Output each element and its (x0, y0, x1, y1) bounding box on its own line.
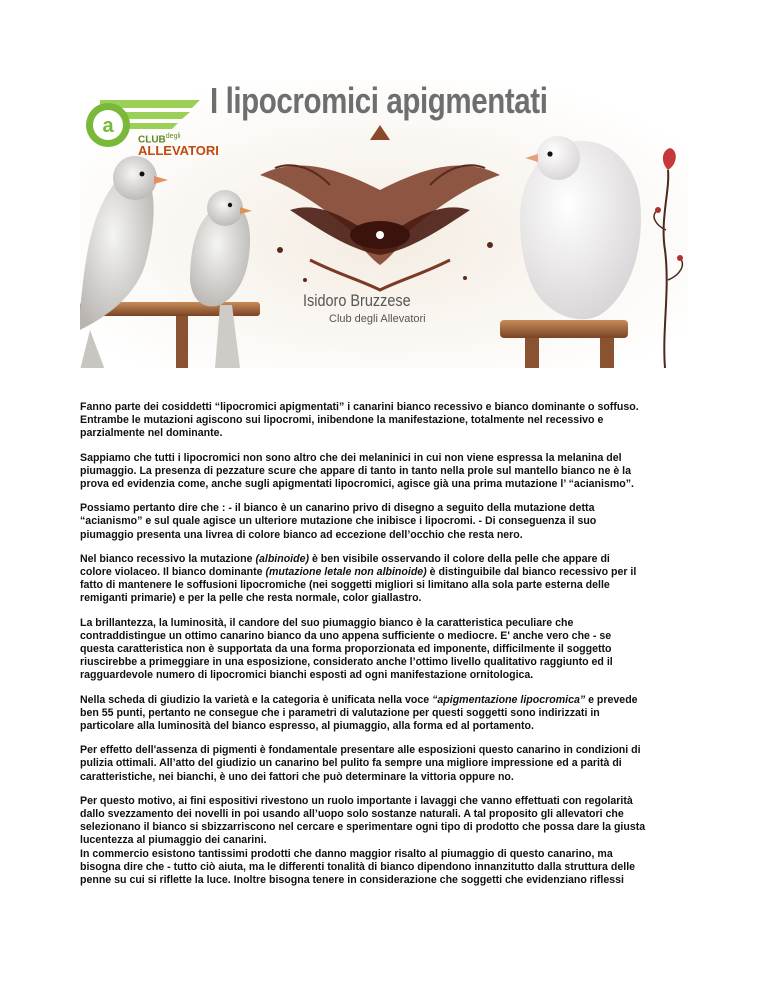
text-line: pulizia ottimali. All’atto del giudizio un canarino bel pulito fa sempre una migliore impressione ed a parità di (80, 757, 622, 770)
header-banner (80, 80, 688, 368)
text-line: Per effetto dell'assenza di pigmenti è fondamentale presentare alle esposizioni questo canarino in condizioni di (80, 744, 641, 757)
text-line (80, 553, 690, 566)
text-run: colore violaceo. Il bianco dominante (80, 566, 266, 579)
text-line: contraddistingue un ottimo canarino bianco da uno appena sufficiente o mediocre. E' anche vero che - se (80, 629, 612, 642)
text-line: caratteristiche, nei bianchi, è uno dei fattori che può determinare la vittoria oppure no. (80, 770, 514, 783)
text-run: e prevede (585, 693, 638, 706)
text-line: Sappiamo che tutti i lipocromici non sono altro che dei melaninici in cui non viene espressa la melanina del (80, 451, 622, 464)
text-line: questa caratteristica non è supportata da una forma proporzionata ed imponente, difficilmente il soggetto (80, 643, 612, 656)
text-line: Possiamo pertanto dire che : - il bianco è un canarino privo di disegno a seguito della mutazione detta (80, 502, 595, 515)
text-line: In commercio esistono tantissimi prodotti che danno maggior risalto al piumaggio di questo canarino, ma (80, 847, 613, 860)
text-line (80, 694, 690, 707)
text-line (80, 566, 690, 579)
text-run: è ben visibile osservando il colore della pelle che appare di (309, 552, 610, 565)
text-line: selezionano il bianco si sbizzarriscono nel cercare e sperimentare ogni tipo di prodotto che possa dare la giusta (80, 821, 646, 834)
paragraph-1 (80, 401, 690, 441)
text-line: Per questo motivo, ai fini espositivi rivestono un ruolo importante i lavaggi che vanno effettuati con regolarità (80, 794, 633, 807)
text-line: piumaggio presenta una livrea di colore bianco ad eccezione dell’occhio che resta nero. (80, 528, 523, 541)
paragraph-2 (80, 452, 690, 492)
text-line: ragguardevole numero di lipocromici bianchi esposti ad ogni manifestazione ornitologica. (80, 669, 534, 682)
club-word: CLUB (138, 134, 166, 146)
text-line: parzialmente nel dominante. (80, 427, 223, 440)
paragraph-8 (80, 795, 690, 887)
author-name: Isidoro Bruzzese (303, 291, 411, 310)
text-line: bisogna dire che - tutto ciò aiuta, ma le differenti tonalità di bianco dipendono innanzitutto dalla struttura delle (80, 860, 636, 873)
italic-term: (albinoide) (255, 552, 310, 565)
paragraph-4 (80, 553, 690, 606)
text-line: fatto di mantenere le soffusioni lipocromiche (nei soggetti migliori si limitano alla sola parte esterna delle (80, 579, 610, 592)
text-line: particolare alla luminosità del bianco espresso, al piumaggio, alla forma ed al portamento. (80, 720, 534, 733)
paragraph-6 (80, 694, 690, 734)
text-line: prova ed evidenzia come, anche sugli apigmentati lipocromici, agisce già una prima mutazione l’ “acianismo”. (80, 478, 634, 491)
text-line: dallo svezzamento dei novelli in poi usando all’uopo solo sostanze naturali. A tal proposito gli allevatori che (80, 808, 624, 821)
logo-letter: a (102, 115, 114, 137)
text-line: La brillantezza, la luminosità, il candore del suo piumaggio bianco è la caratteristica peculiare che (80, 616, 574, 629)
text-run: Nella scheda di giudizio la varietà e la categoria è unificata nella voce (80, 693, 433, 706)
text-line: “acianismo” e sul quale agisce un ulteriore mutazione che inibisce i lipocromi. - Di conseguenza il suo (80, 515, 597, 528)
italic-term: (mutazione letale non albinoide) (265, 566, 427, 579)
text-line: Fanno parte dei cosiddetti “lipocromici apigmentati” i canarini bianco recessivo e bianco dominante o soffuso. (80, 401, 639, 413)
paragraph-3 (80, 502, 690, 542)
text-line: piumaggio. La presenza di pezzature scure che appare di tanto in tanto nella prole sul mantello bianco ne è la (80, 464, 631, 477)
club-degli: degli (165, 133, 181, 140)
text-line: Entrambe le mutazioni agiscono sui lipocromi, inibendone la manifestazione, totalmente nel recessivo e (80, 414, 604, 427)
author-club: Club degli Allevatori (329, 313, 426, 325)
text-line: remiganti primarie) e per la pelle che resta normale, color giallastro. (80, 592, 422, 605)
club-name-allevatori: ALLEVATORI (138, 143, 219, 158)
paragraph-7 (80, 744, 690, 784)
text-line: riuscirebbe a primeggiare in una esposizione, considerato anche l’ottimo livello qualitativo raggiunto ed il (80, 656, 613, 669)
text-line: ben 55 punti, pertanto ne consegue che i parametri di valutazione per questi soggetti sono indirizzati in (80, 706, 600, 719)
text-line: lucentezza al piumaggio dei canarini. (80, 834, 267, 847)
article-body (80, 401, 690, 898)
italic-term: “apigmentazione lipocromica” (432, 693, 586, 706)
text-run: è distinguibile dal bianco recessivo per il (426, 566, 637, 579)
banner-title: I lipocromici apigmentati (210, 80, 548, 121)
text-line: penne su cui si riflette la luce. Inoltre bisogna tenere in considerazione che soggetti che evidenziano riflessi (80, 874, 624, 887)
paragraph-5 (80, 617, 690, 683)
text-run: Nel bianco recessivo la mutazione (80, 552, 256, 565)
